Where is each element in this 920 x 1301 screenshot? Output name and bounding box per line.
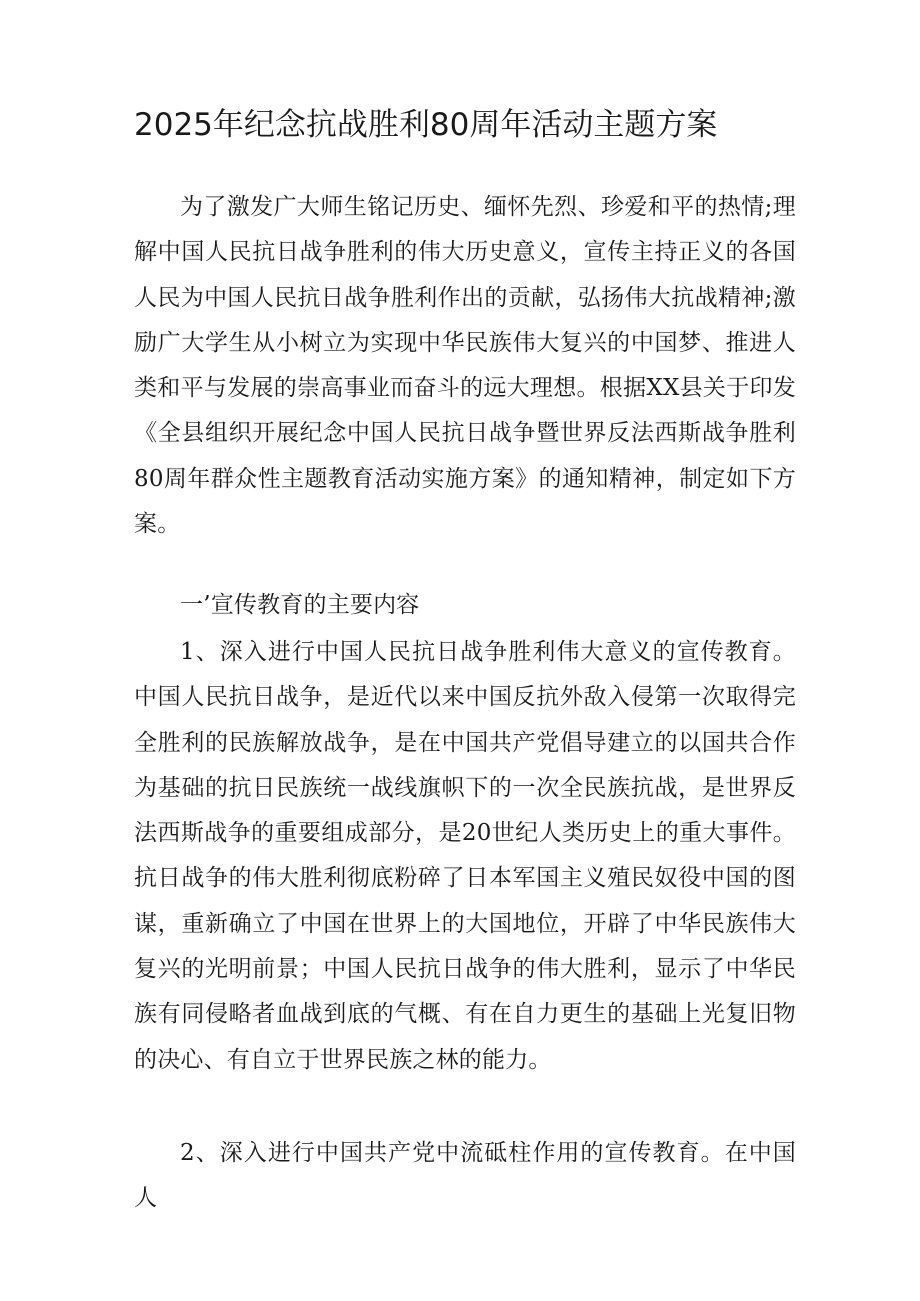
content-item-2: 2、深入进行中国共产党中流砥柱作用的宣传教育。在中国人 <box>134 1140 796 1212</box>
intro-paragraph: 为了激发广大师生铭记历史、缅怀先烈、珍爱和平的热情;理解中国人民抗日战争胜利的伟大历史意义，宣传主持正义的各国人民为中国人民抗日战争胜利作出的贡献，弘扬伟大抗战精神;激励广大学生从小树立为实现中华民族伟大复兴的中国梦、推进人类和平与发展的崇高事业而奋斗的远大理想。根据XX县关于印发《全县组织开展纪念中国人民抗日战争暨世界反法西斯战争胜利80周年群众性主题教育活动实施方案》的通知精神，制定如下方案。 <box>134 194 796 538</box>
document-title: 2025年纪念抗战胜利80周年活动主题方案 <box>134 107 718 143</box>
section-heading: 一’宣传教育的主要内容 <box>180 592 420 618</box>
content-item-1: 1、深入进行中国人民抗日战争胜利伟大意义的宣传教育。中国人民抗日战争，是近代以来中国反抗外敌入侵第一次取得完全胜利的民族解放战争，是在中国共产党倡导建立的以国共合作为基础的抗日民族统一战线旗帜下的一次全民族抗战，是世界反法西斯战争的重要组成部分，是20世纪人类历史上的重大事件。抗日战争的伟大胜利彻底粉碎了日本军国主义殖民奴役中国的图谋，重新确立了中国在世界上的大国地位，开辟了中华民族伟大复兴的光明前景；中国人民抗日战争的伟大胜利，显示了中华民族有同侵略者血战到底的气概、有在自力更生的基础上光复旧物的决心、有自立于世界民族之林的能力。 <box>134 639 796 1073</box>
